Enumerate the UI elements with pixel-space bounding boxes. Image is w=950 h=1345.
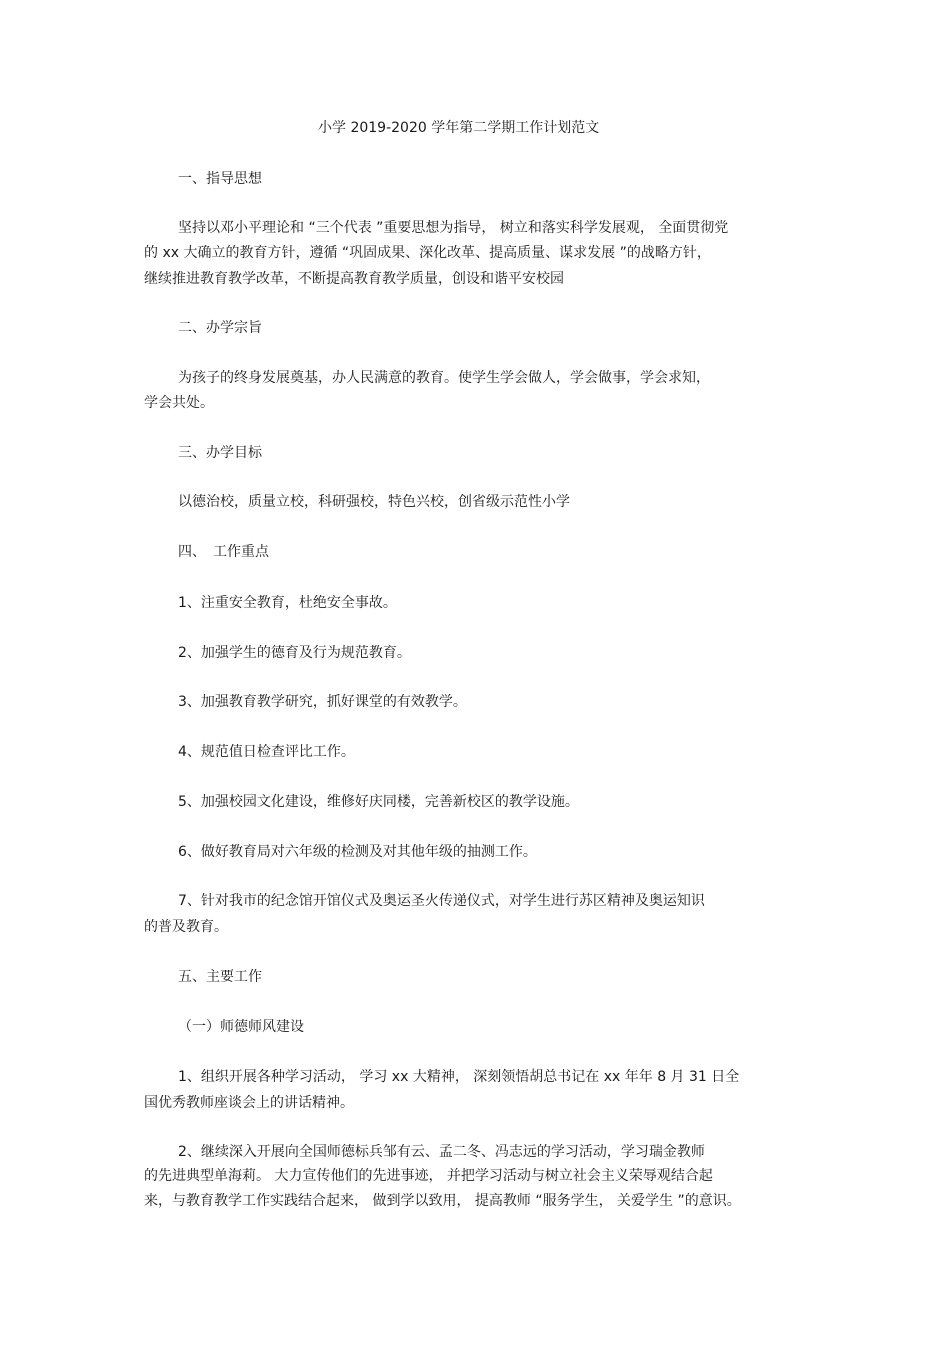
list-item-continuation: 的普及教育。 bbox=[144, 919, 228, 935]
paragraph-line: 的 xx 大确立的教育方针，遵循 “巩固成果、深化改革、提高质量、谋求发展 ”的战略方针， bbox=[144, 245, 711, 261]
section-heading: 三、办学目标 bbox=[178, 445, 262, 461]
list-item: 6、做好教育局对六年级的检测及对其他年级的抽测工作。 bbox=[178, 844, 537, 860]
list-item: 5、加强校园文化建设，维修好庆同楼，完善新校区的教学设施。 bbox=[178, 794, 579, 810]
list-item: 4、规范值日检查评比工作。 bbox=[178, 744, 355, 760]
section-heading: 五、主要工作 bbox=[178, 969, 262, 985]
paragraph-line: 坚持以邓小平理论和 “三个代表 ”重要思想为指导， 树立和落实科学发展观， 全面贯彻党 bbox=[178, 220, 729, 236]
list-item: 3、加强教育教学研究，抓好课堂的有效教学。 bbox=[178, 694, 467, 710]
paragraph-line: 来，与教育教学工作实践结合起来， 做到学以致用， 提高教师 “服务学生， 关爱学生 ”的意识。 bbox=[144, 1193, 741, 1209]
paragraph-line: 为孩子的终身发展奠基，办人民满意的教育。使学生学会做人，学会做事，学会求知， bbox=[178, 370, 710, 386]
paragraph-line: 的先进典型单海莉。 大力宣传他们的先进事迹， 并把学习活动与树立社会主义荣辱观结合起 bbox=[144, 1168, 713, 1184]
section-heading: 二、办学宗旨 bbox=[178, 320, 262, 336]
paragraph-line: 继续推进教育教学改革，不断提高教育教学质量，创设和谐平安校园 bbox=[144, 271, 564, 287]
section-heading: 一、指导思想 bbox=[178, 171, 262, 187]
paragraph-line: 学会共处。 bbox=[144, 395, 214, 411]
paragraph-line: 国优秀教师座谈会上的讲话精神。 bbox=[144, 1095, 354, 1111]
list-item: 2、加强学生的德育及行为规范教育。 bbox=[178, 645, 411, 661]
page-title: 小学 2019-2020 学年第二学期工作计划范文 bbox=[318, 120, 600, 136]
section-heading: 四、 工作重点 bbox=[178, 544, 269, 560]
paragraph-line: 2、继续深入开展向全国师德标兵邹有云、孟二冬、冯志远的学习活动，学习瑞金教师 bbox=[178, 1144, 705, 1160]
list-item: 1、注重安全教育，杜绝安全事故。 bbox=[178, 595, 397, 611]
list-item: 7、针对我市的纪念馆开馆仪式及奥运圣火传递仪式，对学生进行苏区精神及奥运知识 bbox=[178, 893, 705, 909]
paragraph-line: 以德治校，质量立校，科研强校，特色兴校，创省级示范性小学 bbox=[178, 494, 570, 510]
paragraph-line: 1、组织开展各种学习活动， 学习 xx 大精神， 深刻领悟胡总书记在 xx 年年 8 月 31 日全 bbox=[178, 1069, 740, 1085]
subsection-heading: （一）师德师风建设 bbox=[178, 1019, 304, 1035]
